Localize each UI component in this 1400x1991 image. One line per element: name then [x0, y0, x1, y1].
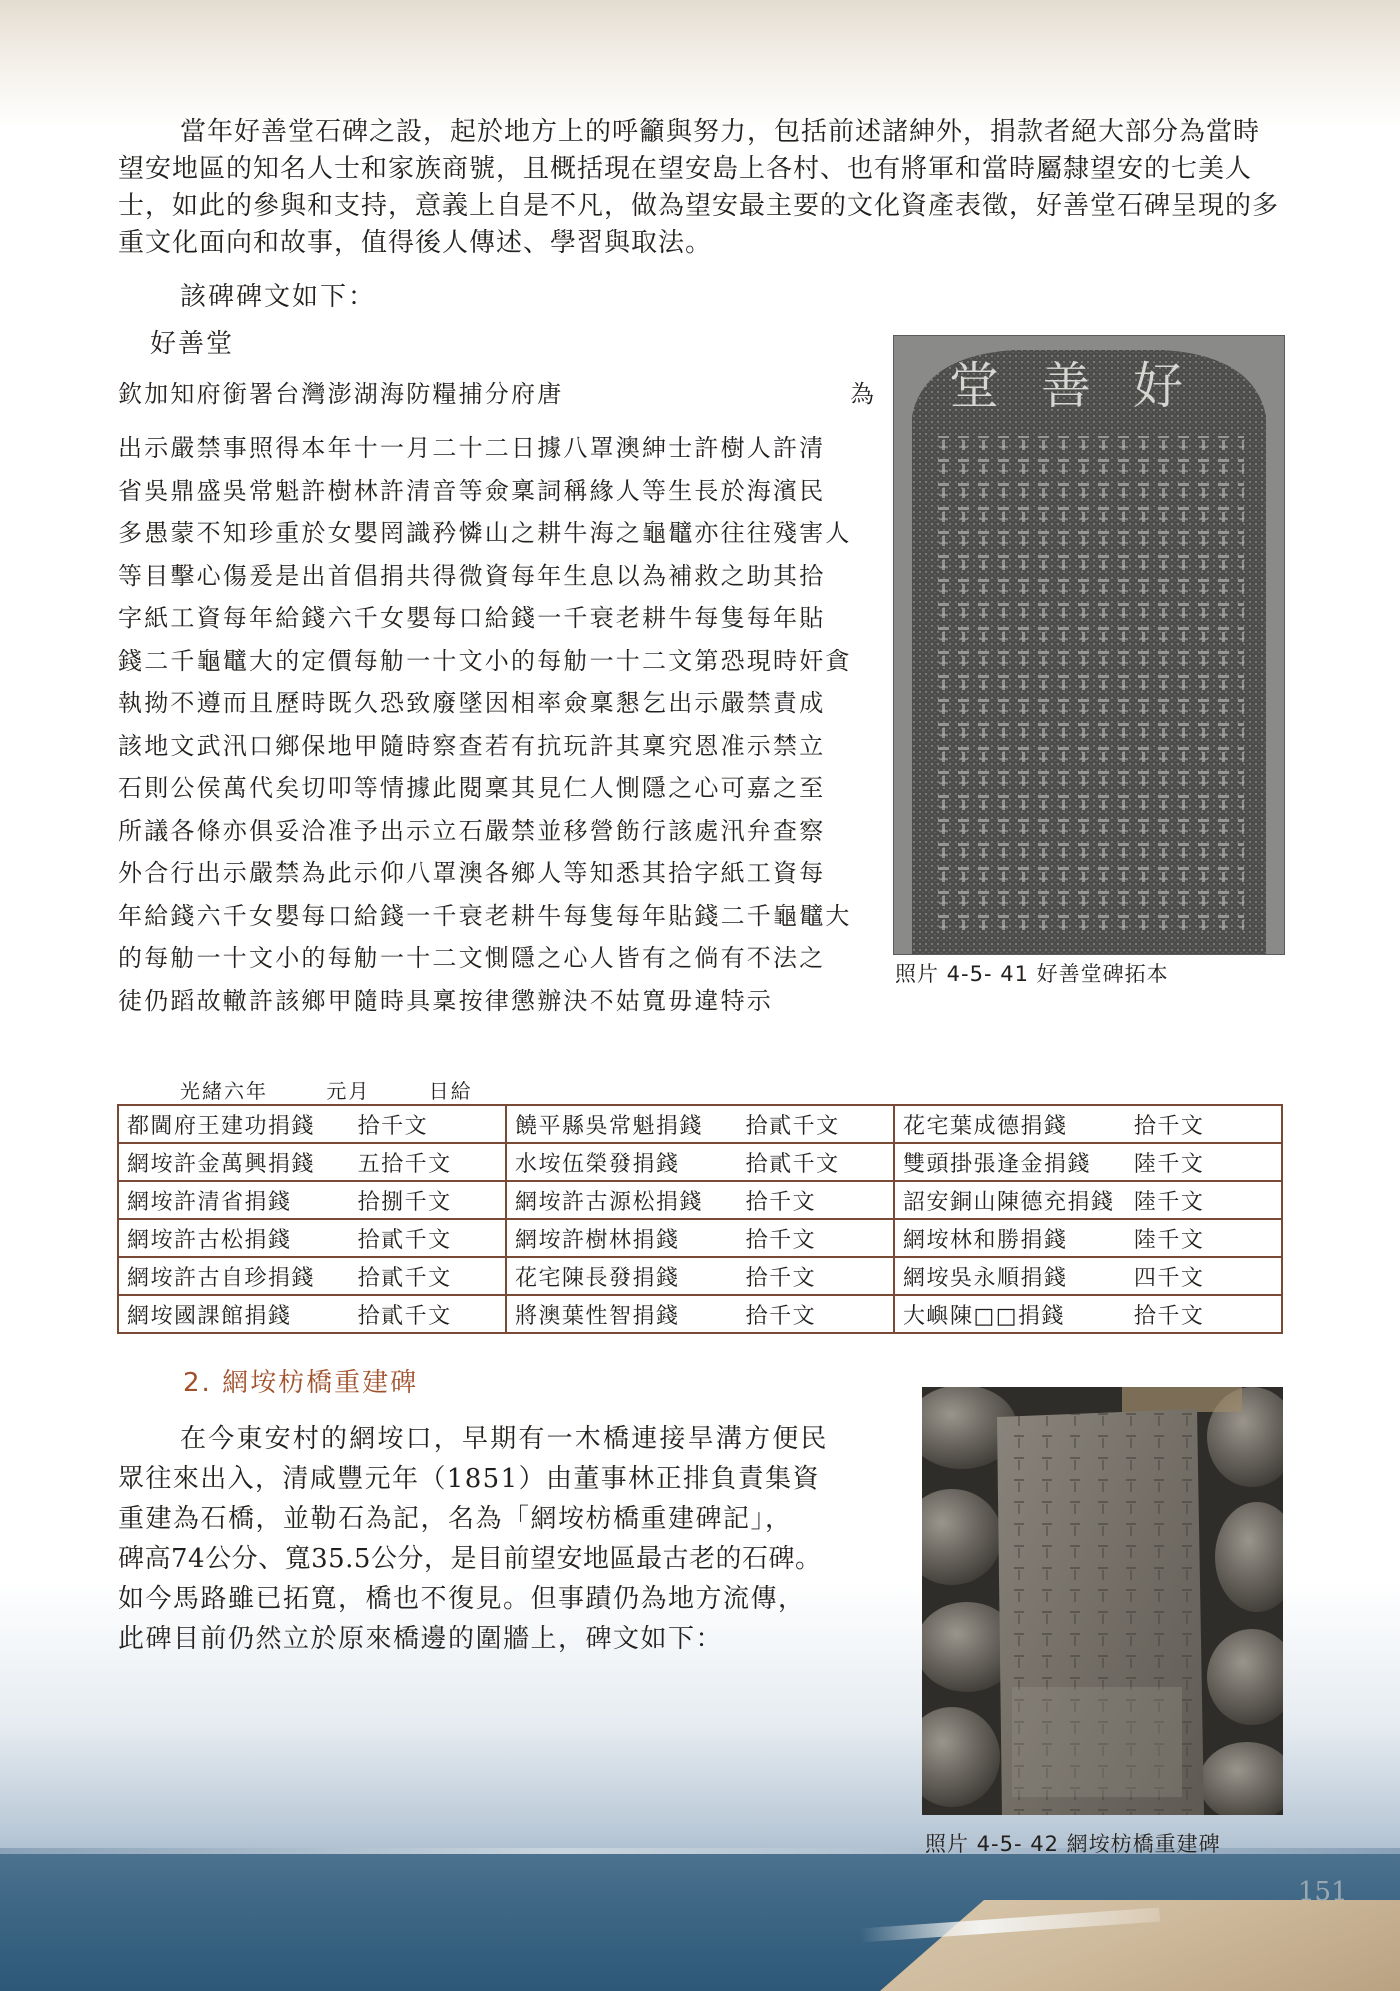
rubbing-line: 徒仍蹈故轍許該鄉甲隨時具稟按律懲辦決不姑寬毋違特示 [118, 987, 773, 1015]
donor-name: 網垵許古自珍捐錢 [118, 1257, 350, 1295]
date-month: 元月 [326, 1079, 371, 1103]
page-number: 151 [1298, 1877, 1348, 1907]
section-heading: 2. 網垵枋橋重建碑 [183, 1368, 419, 1398]
stele-text-intro: 該碑碑文如下： [180, 282, 377, 312]
donor-amount: 拾千文 [350, 1105, 506, 1143]
body-line: 如今馬路雖已拓寬，橋也不復見。但事蹟仍為地方流傳， [118, 1584, 806, 1614]
donor-amount: 拾千文 [1126, 1295, 1282, 1333]
donor-name: 花宅陳長發捐錢 [506, 1257, 738, 1295]
donor-amount: 拾貳千文 [738, 1143, 894, 1181]
donor-name: 水垵伍榮發捐錢 [506, 1143, 738, 1181]
date-line [180, 1075, 523, 1104]
donor-amount: 拾千文 [738, 1257, 894, 1295]
donor-name: 網垵許金萬興捐錢 [118, 1143, 350, 1181]
donor-amount: 陸千文 [1126, 1181, 1282, 1219]
rubbing-caption: 照片 4-5- 41 好善堂碑拓本 [895, 962, 1169, 986]
rubbing-line: 省吳鼎盛吳常魁許樹林許清音等僉稟詞稱緣人等生長於海濱民 [118, 477, 826, 505]
rubbing-line: 等目擊心傷爰是出首倡捐共得微資每年生息以為補救之助其拾 [118, 562, 826, 590]
rubbing-line: 錢二千龜鼊大的定價每觔一十文小的每觔一十二文第恐現時奸貪 [118, 647, 852, 675]
body-line: 在今東安村的網垵口，早期有一木橋連接旱溝方便民 [180, 1424, 829, 1454]
table-row [118, 1181, 1282, 1219]
donor-name: 網垵許清省捐錢 [118, 1181, 350, 1219]
donor-amount: 拾千文 [738, 1219, 894, 1257]
donor-name: 饒平縣吳常魁捐錢 [506, 1105, 738, 1143]
donor-amount: 拾千文 [738, 1181, 894, 1219]
rubbing-line: 字紙工資每年給錢六千女嬰每口給錢一千衰老耕牛每隻每年貼 [118, 604, 826, 632]
header-fade [0, 0, 1400, 130]
donor-amount: 拾貳千文 [350, 1219, 506, 1257]
donor-amount: 拾捌千文 [350, 1181, 506, 1219]
rubbing-line: 該地文武汛口鄉保地甲隨時察查若有抗玩許其稟究恩准示禁立 [118, 732, 826, 760]
table-row [118, 1257, 1282, 1295]
rubbing-line: 多愚蒙不知珍重於女嬰罔識矜憐山之耕牛海之龜鼊亦往往殘害人 [118, 519, 852, 547]
body-line: 重建為石橋，並勒石為記，名為「網垵枋橋重建碑記」， [118, 1504, 793, 1534]
donor-amount: 四千文 [1126, 1257, 1282, 1295]
donor-name: 網垵國課館捐錢 [118, 1295, 350, 1333]
rubbing-line: 出示嚴禁事照得本年十一月二十二日據八罩澳紳士許樹人許清 [118, 434, 826, 462]
donor-name: 詔安銅山陳德充捐錢 [894, 1181, 1126, 1219]
donor-amount: 陸千文 [1126, 1219, 1282, 1257]
donor-name: 雙頭掛張逢金捐錢 [894, 1143, 1126, 1181]
table-row [118, 1295, 1282, 1333]
table-row [118, 1143, 1282, 1181]
rubbing-line: 石則公侯萬代矣切叩等情據此閱稟其見仁人惻隱之心可嘉之至 [118, 774, 826, 802]
stele-photo [922, 1387, 1283, 1815]
donor-name: 網垵許古源松捐錢 [506, 1181, 738, 1219]
donor-amount: 拾千文 [1126, 1105, 1282, 1143]
donor-name: 網垵許古松捐錢 [118, 1219, 350, 1257]
rubbing-line: 年給錢六千女嬰每口給錢一千衰老耕牛每隻每年貼錢二千龜鼊大 [118, 902, 852, 930]
donor-name: 大嶼陳□□捐錢 [894, 1295, 1126, 1333]
body-line: 此碑目前仍然立於原來橋邊的圍牆上，碑文如下： [118, 1624, 724, 1654]
rubbing-line: 欽加知府銜署台灣澎湖海防糧捕分府唐 [118, 380, 564, 408]
date-day: 日給 [428, 1079, 473, 1103]
stele-title: 好善堂 [150, 329, 235, 359]
donor-amount: 拾千文 [738, 1295, 894, 1333]
rubbing-heading-glyphs: 好善堂 [949, 357, 1225, 415]
rubbing-line: 外合行出示嚴禁為此示仰八罩澳各鄉人等知悉其拾字紙工資每 [118, 859, 826, 887]
body-line: 眾往來出入，清咸豐元年（1851）由董事林正排負責集資 [118, 1464, 820, 1494]
donor-table [117, 1104, 1283, 1334]
donor-amount: 拾貳千文 [350, 1257, 506, 1295]
rubbing-line: 執拗不遵而且歷時既久恐致廢墜因相率僉稟懇乞出示嚴禁責成 [118, 689, 826, 717]
intro-paragraph: 當年好善堂石碑之設，起於地方上的呼籲與努力，包括前述諸紳外，捐款者絕大部分為當時望安地區的知名人士和家族商號，且概括現在望安島上各村、也有將軍和當時屬隸望安的七美人士，如此的參與和支持，意義上自是不凡，做為望安最主要的文化資產表徵，好善堂石碑呈現的多重文化面向和故事，值得後人傳述、學習與取法。 [118, 117, 1280, 258]
donor-name: 網垵許樹林捐錢 [506, 1219, 738, 1257]
rubbing-line-suffix: 為 [850, 380, 877, 408]
table-row [118, 1105, 1282, 1143]
stele-caption: 照片 4-5- 42 網垵枋橋重建碑 [925, 1832, 1221, 1856]
donor-name: 將澳葉性智捐錢 [506, 1295, 738, 1333]
donor-name: 花宅葉成德捐錢 [894, 1105, 1126, 1143]
donor-name: 網垵林和勝捐錢 [894, 1219, 1126, 1257]
donor-amount: 陸千文 [1126, 1143, 1282, 1181]
donor-amount: 拾貳千文 [350, 1295, 506, 1333]
donor-name: 都閫府王建功捐錢 [118, 1105, 350, 1143]
donor-amount: 拾貳千文 [738, 1105, 894, 1143]
donor-name: 網垵吳永順捐錢 [894, 1257, 1126, 1295]
body-line: 碑高74公分、寬35.5公分，是目前望安地區最古老的石碑。 [118, 1544, 822, 1574]
rubbing-line: 所議各條亦俱妥洽准予出示立石嚴禁並移營飭行該處汛弁查察 [118, 817, 826, 845]
donor-amount: 五拾千文 [350, 1143, 506, 1181]
rubbing-line: 的每觔一十文小的每觔一十二文惻隱之心人皆有之倘有不法之 [118, 944, 826, 972]
table-row [118, 1219, 1282, 1257]
rubbing-photo [893, 335, 1285, 955]
date-era: 光緒六年 [180, 1079, 268, 1103]
